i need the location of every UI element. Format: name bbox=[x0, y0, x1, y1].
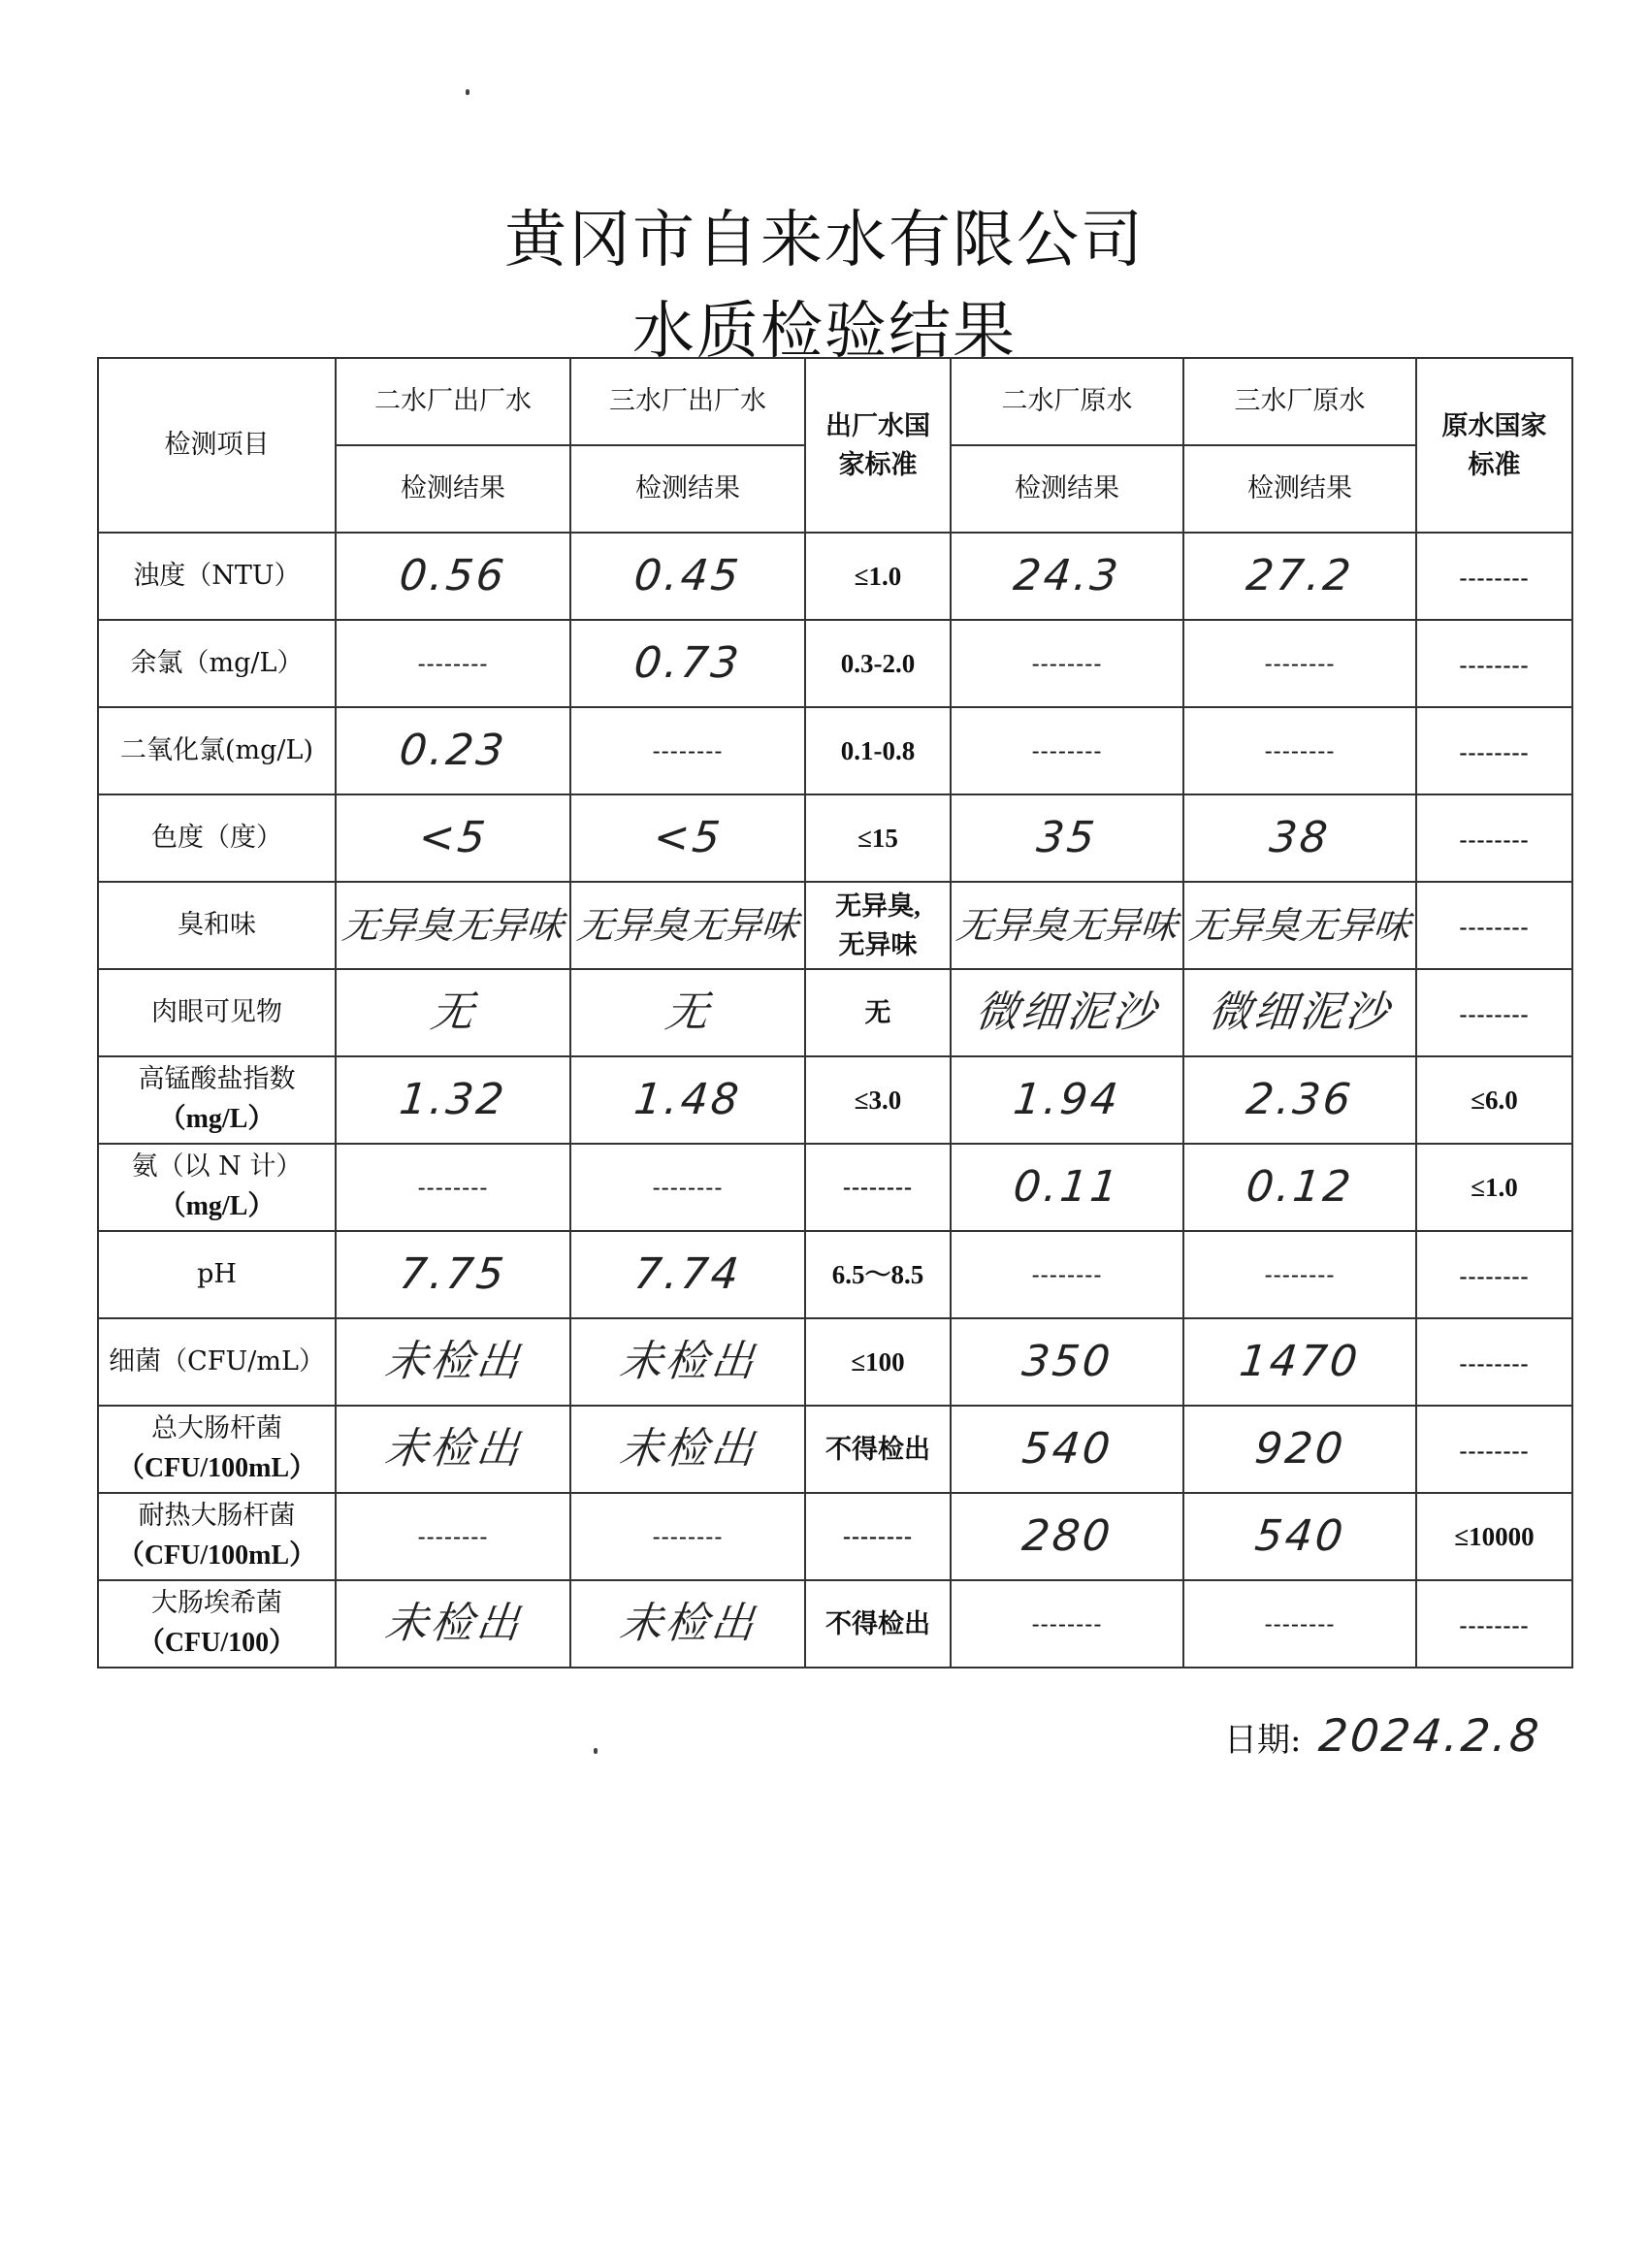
out-standard-cell: 不得检出 bbox=[805, 1580, 951, 1668]
plant2-out-cell bbox=[336, 1406, 570, 1493]
plant2-out-cell bbox=[336, 794, 570, 882]
plant3-out-cell-value: 1.48 bbox=[631, 1075, 744, 1124]
plant2-raw-cell-value: 24.3 bbox=[1011, 551, 1123, 600]
out-standard-cell: ≤3.0 bbox=[805, 1056, 951, 1144]
plant3-out-cell-value: 7.74 bbox=[631, 1249, 744, 1299]
plant3-out-cell-value: 未检出 bbox=[616, 1599, 760, 1648]
plant2-raw-cell bbox=[951, 533, 1183, 620]
plant2-raw-cell bbox=[951, 969, 1183, 1056]
plant2-raw-cell-value: -------- bbox=[1031, 649, 1103, 677]
plant2-out-cell-value: 无 bbox=[427, 988, 479, 1037]
plant3-out-cell-value: -------- bbox=[652, 736, 724, 764]
plant3-raw-cell bbox=[1183, 1318, 1416, 1406]
item-label: 总大肠杆菌 （CFU/100mL） bbox=[98, 1406, 336, 1493]
plant2-raw-cell-value: -------- bbox=[1031, 1260, 1103, 1288]
table-row bbox=[98, 707, 1572, 794]
plant3-out-cell-value: -------- bbox=[652, 1173, 724, 1201]
date-value: 2024.2.8 bbox=[1316, 1709, 1544, 1762]
plant3-raw-cell bbox=[1183, 1056, 1416, 1144]
plant2-out-cell bbox=[336, 1580, 570, 1668]
water-quality-table bbox=[97, 357, 1573, 1669]
plant3-out-cell bbox=[570, 707, 805, 794]
plant2-out-cell bbox=[336, 1318, 570, 1406]
item-label: 色度（度） bbox=[98, 794, 336, 882]
plant2-out-cell-value: 0.23 bbox=[397, 726, 509, 775]
plant3-raw-cell-value: 1470 bbox=[1237, 1337, 1363, 1386]
out-standard-cell: ≤100 bbox=[805, 1318, 951, 1406]
plant3-out-cell bbox=[570, 1493, 805, 1580]
out-standard-cell: 无 bbox=[805, 969, 951, 1056]
plant3-raw-cell bbox=[1183, 882, 1416, 969]
plant3-out-cell-value: 0.45 bbox=[631, 551, 744, 600]
plant2-raw-cell bbox=[951, 620, 1183, 707]
plant2-out-cell-value: -------- bbox=[417, 649, 489, 677]
item-label: 浊度（NTU） bbox=[98, 533, 336, 620]
plant2-raw-cell bbox=[951, 1231, 1183, 1318]
plant2-out-cell-value: <5 bbox=[415, 813, 491, 862]
item-label: 氨（以 N 计） （mg/L） bbox=[98, 1144, 336, 1231]
plant3-raw-cell-value: 920 bbox=[1251, 1424, 1348, 1474]
plant3-raw-cell bbox=[1183, 620, 1416, 707]
raw-standard-cell: -------- bbox=[1416, 620, 1572, 707]
out-standard-cell: 6.5～8.5 bbox=[805, 1231, 951, 1318]
header-raw-standard: 原水国家 标准 bbox=[1416, 358, 1572, 533]
plant3-raw-cell bbox=[1183, 1493, 1416, 1580]
item-label: 大肠埃希菌 （CFU/100） bbox=[98, 1580, 336, 1668]
plant2-raw-cell bbox=[951, 1406, 1183, 1493]
plant2-raw-cell-value: 35 bbox=[1034, 813, 1100, 862]
header-result: 检测结果 bbox=[570, 445, 805, 533]
table-row bbox=[98, 1493, 1572, 1580]
plant3-raw-cell bbox=[1183, 1406, 1416, 1493]
plant3-raw-cell-value: -------- bbox=[1264, 1260, 1336, 1288]
plant3-out-cell bbox=[570, 1231, 805, 1318]
plant2-out-cell bbox=[336, 1493, 570, 1580]
plant2-out-cell-value: -------- bbox=[417, 1522, 489, 1550]
raw-standard-cell: -------- bbox=[1416, 1318, 1572, 1406]
table-row bbox=[98, 1231, 1572, 1318]
report-title: 水质检验结果 bbox=[632, 296, 1017, 368]
plant3-raw-cell-value: -------- bbox=[1264, 1609, 1336, 1637]
header-result: 检测结果 bbox=[336, 445, 570, 533]
plant3-out-cell bbox=[570, 969, 805, 1056]
raw-standard-cell: -------- bbox=[1416, 707, 1572, 794]
plant2-out-cell bbox=[336, 707, 570, 794]
plant2-raw-cell bbox=[951, 1493, 1183, 1580]
plant3-raw-cell bbox=[1183, 969, 1416, 1056]
plant3-out-cell bbox=[570, 1318, 805, 1406]
item-label: 细菌（CFU/mL） bbox=[98, 1318, 336, 1406]
raw-standard-cell: -------- bbox=[1416, 533, 1572, 620]
report-date bbox=[1224, 1709, 1544, 1762]
plant3-out-cell bbox=[570, 1056, 805, 1144]
header-result: 检测结果 bbox=[951, 445, 1183, 533]
out-standard-cell: ≤1.0 bbox=[805, 533, 951, 620]
plant3-out-cell-value: 0.73 bbox=[631, 638, 744, 688]
plant3-raw-cell-value: 27.2 bbox=[1244, 551, 1356, 600]
plant2-raw-cell-value: -------- bbox=[1031, 1609, 1103, 1637]
plant2-out-cell bbox=[336, 969, 570, 1056]
plant2-raw-cell bbox=[951, 1580, 1183, 1668]
plant3-raw-cell bbox=[1183, 794, 1416, 882]
header-plant2-raw: 二水厂原水 bbox=[951, 358, 1183, 445]
plant3-out-cell-value: -------- bbox=[652, 1522, 724, 1550]
plant2-out-cell bbox=[336, 1231, 570, 1318]
raw-standard-cell: ≤6.0 bbox=[1416, 1056, 1572, 1144]
table-row bbox=[98, 794, 1572, 882]
table-row bbox=[98, 882, 1572, 969]
scan-speck bbox=[466, 89, 469, 95]
header-plant2-out: 二水厂出厂水 bbox=[336, 358, 570, 445]
plant2-out-cell bbox=[336, 1056, 570, 1144]
date-label: 日期: bbox=[1224, 1721, 1302, 1760]
plant3-raw-cell bbox=[1183, 1144, 1416, 1231]
plant3-out-cell-value: <5 bbox=[650, 813, 726, 862]
plant2-out-cell-value: 未检出 bbox=[381, 1599, 525, 1648]
raw-standard-cell: ≤1.0 bbox=[1416, 1144, 1572, 1231]
plant2-raw-cell-value: 350 bbox=[1018, 1337, 1116, 1386]
plant2-raw-cell-value: 1.94 bbox=[1011, 1075, 1123, 1124]
plant2-out-cell-value: 7.75 bbox=[397, 1249, 509, 1299]
plant2-out-cell-value: 1.32 bbox=[397, 1075, 509, 1124]
plant3-raw-cell-value: 0.12 bbox=[1244, 1162, 1356, 1212]
plant2-out-cell bbox=[336, 1144, 570, 1231]
plant3-raw-cell bbox=[1183, 533, 1416, 620]
plant3-out-cell-value: 无异臭无异味 bbox=[574, 903, 801, 947]
out-standard-cell: 0.3-2.0 bbox=[805, 620, 951, 707]
plant3-raw-cell bbox=[1183, 1231, 1416, 1318]
raw-standard-cell: -------- bbox=[1416, 1580, 1572, 1668]
raw-standard-cell: -------- bbox=[1416, 1406, 1572, 1493]
plant3-out-cell bbox=[570, 1144, 805, 1231]
item-label: 肉眼可见物 bbox=[98, 969, 336, 1056]
header-plant3-raw: 三水厂原水 bbox=[1183, 358, 1416, 445]
plant3-raw-cell-value: 540 bbox=[1251, 1511, 1348, 1561]
plant3-out-cell bbox=[570, 1580, 805, 1668]
plant2-out-cell bbox=[336, 620, 570, 707]
plant3-raw-cell-value: 微细泥沙 bbox=[1206, 988, 1394, 1037]
header-plant3-out: 三水厂出厂水 bbox=[570, 358, 805, 445]
out-standard-cell: 不得检出 bbox=[805, 1406, 951, 1493]
header-item: 检测项目 bbox=[98, 358, 336, 533]
header-out-standard: 出厂水国 家标准 bbox=[805, 358, 951, 533]
header-result: 检测结果 bbox=[1183, 445, 1416, 533]
company-title: 黄冈市自来水有限公司 bbox=[504, 205, 1145, 276]
plant3-out-cell bbox=[570, 882, 805, 969]
raw-standard-cell: -------- bbox=[1416, 794, 1572, 882]
plant3-out-cell bbox=[570, 533, 805, 620]
plant2-raw-cell bbox=[951, 794, 1183, 882]
item-label: 余氯（mg/L） bbox=[98, 620, 336, 707]
plant3-raw-cell-value: -------- bbox=[1264, 649, 1336, 677]
item-label: 二氧化氯(mg/L) bbox=[98, 707, 336, 794]
table-row bbox=[98, 1318, 1572, 1406]
raw-standard-cell: -------- bbox=[1416, 1231, 1572, 1318]
plant2-out-cell bbox=[336, 533, 570, 620]
plant3-out-cell-value: 未检出 bbox=[616, 1424, 760, 1474]
plant3-out-cell-value: 未检出 bbox=[616, 1337, 760, 1386]
table-row bbox=[98, 1406, 1572, 1493]
plant2-raw-cell-value: 无异臭无异味 bbox=[954, 903, 1180, 947]
plant2-out-cell-value: 无异臭无异味 bbox=[340, 903, 566, 947]
plant2-raw-cell-value: -------- bbox=[1031, 736, 1103, 764]
plant3-raw-cell bbox=[1183, 1580, 1416, 1668]
raw-standard-cell: -------- bbox=[1416, 969, 1572, 1056]
plant2-raw-cell-value: 0.11 bbox=[1011, 1162, 1123, 1212]
plant2-raw-cell bbox=[951, 1318, 1183, 1406]
plant2-raw-cell bbox=[951, 1056, 1183, 1144]
raw-standard-cell: ≤10000 bbox=[1416, 1493, 1572, 1580]
out-standard-cell: 0.1-0.8 bbox=[805, 707, 951, 794]
plant2-raw-cell bbox=[951, 882, 1183, 969]
raw-standard-cell: -------- bbox=[1416, 882, 1572, 969]
plant3-raw-cell-value: -------- bbox=[1264, 736, 1336, 764]
plant3-raw-cell-value: 38 bbox=[1267, 813, 1333, 862]
table-row bbox=[98, 620, 1572, 707]
plant3-raw-cell-value: 2.36 bbox=[1244, 1075, 1356, 1124]
plant2-out-cell bbox=[336, 882, 570, 969]
out-standard-cell: 无异臭, 无异味 bbox=[805, 882, 951, 969]
plant2-raw-cell bbox=[951, 707, 1183, 794]
plant2-raw-cell bbox=[951, 1144, 1183, 1231]
plant3-out-cell bbox=[570, 1406, 805, 1493]
plant2-raw-cell-value: 540 bbox=[1018, 1424, 1116, 1474]
table-row bbox=[98, 533, 1572, 620]
plant3-out-cell bbox=[570, 794, 805, 882]
plant2-out-cell-value: 未检出 bbox=[381, 1337, 525, 1386]
out-standard-cell: ≤15 bbox=[805, 794, 951, 882]
plant2-out-cell-value: -------- bbox=[417, 1173, 489, 1201]
out-standard-cell: -------- bbox=[805, 1493, 951, 1580]
plant3-out-cell bbox=[570, 620, 805, 707]
scan-speck bbox=[594, 1748, 598, 1754]
item-label: 高锰酸盐指数 （mg/L） bbox=[98, 1056, 336, 1144]
plant2-out-cell-value: 0.56 bbox=[397, 551, 509, 600]
table-row bbox=[98, 1580, 1572, 1668]
item-label: 臭和味 bbox=[98, 882, 336, 969]
item-label: pH bbox=[98, 1231, 336, 1318]
item-label: 耐热大肠杆菌 （CFU/100mL） bbox=[98, 1493, 336, 1580]
plant2-raw-cell-value: 微细泥沙 bbox=[973, 988, 1161, 1037]
plant2-out-cell-value: 未检出 bbox=[381, 1424, 525, 1474]
out-standard-cell: -------- bbox=[805, 1144, 951, 1231]
plant3-out-cell-value: 无 bbox=[662, 988, 714, 1037]
table-row bbox=[98, 1144, 1572, 1231]
plant3-raw-cell-value: 无异臭无异味 bbox=[1186, 903, 1413, 947]
table-row bbox=[98, 969, 1572, 1056]
table-row bbox=[98, 1056, 1572, 1144]
plant3-raw-cell bbox=[1183, 707, 1416, 794]
plant2-raw-cell-value: 280 bbox=[1018, 1511, 1116, 1561]
